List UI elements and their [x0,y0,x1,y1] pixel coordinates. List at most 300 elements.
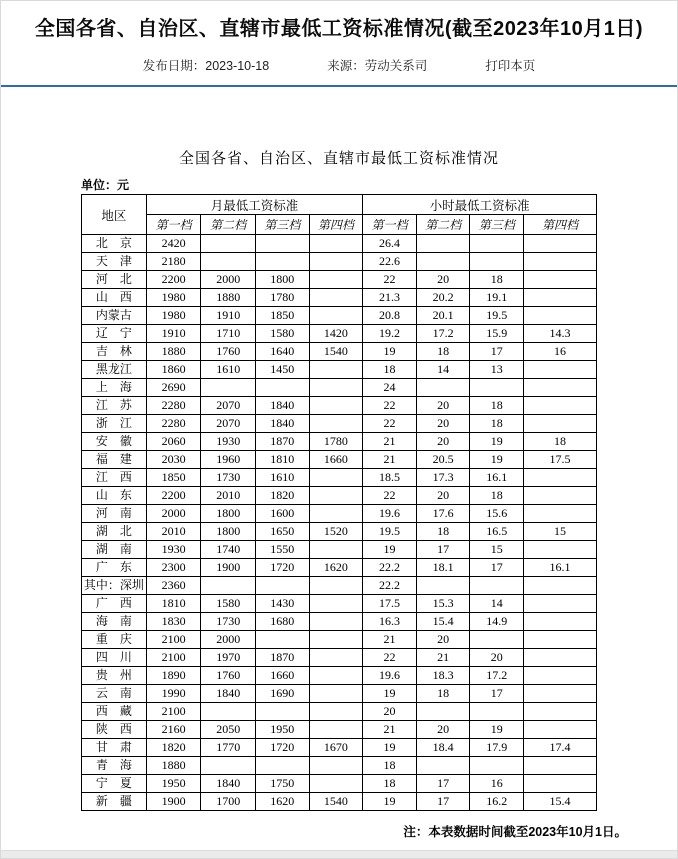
monthly-tier-3-cell: 1850 [256,307,310,325]
hourly-tier-1-cell: 21 [363,451,417,469]
region-cell: 吉 林 [82,343,147,361]
monthly-tier-1-cell: 1890 [146,667,201,685]
hourly-tier-2-cell: 17.6 [416,505,470,523]
monthly-tier-1-cell: 2060 [146,433,201,451]
hourly-tier-4-cell [524,577,597,595]
monthly-tier-4-cell: 1520 [309,523,363,541]
hourly-tier-2-cell [416,379,470,397]
hourly-tier-1-cell: 19 [363,343,417,361]
monthly-tier-1-cell: 2180 [146,253,201,271]
monthly-tier-2-cell: 1930 [201,433,256,451]
hourly-tier-4-cell: 15 [524,523,597,541]
table-row [82,325,597,343]
table-row [82,631,597,649]
hourly-tier-1-cell: 18.5 [363,469,417,487]
region-cell: 甘 肃 [82,739,147,757]
region-header: 地区 [82,195,147,235]
region-cell: 西 藏 [82,703,147,721]
region-cell: 其中：深圳 [82,577,147,595]
hourly-tier-4-cell [524,469,597,487]
hourly-tier-1-cell: 22 [363,649,417,667]
monthly-tier-2-cell: 1900 [201,559,256,577]
monthly-tier-1-cell: 2160 [146,721,201,739]
monthly-tier-2-cell: 1840 [201,775,256,793]
hourly-tier-3-cell: 19 [470,451,524,469]
table-row [82,307,597,325]
monthly-tier-1-cell: 2420 [146,235,201,253]
monthly-tier-3-cell: 1690 [256,685,310,703]
hourly-tier-1-cell: 22 [363,487,417,505]
hourly-tier-4-cell [524,505,597,523]
monthly-tier-1-cell: 1980 [146,289,201,307]
hourly-tier-4-cell [524,361,597,379]
monthly-tier-2-cell: 1840 [201,685,256,703]
hourly-tier-1-cell: 18 [363,775,417,793]
hourly-tier-1-cell: 22.2 [363,577,417,595]
monthly-tier-2-cell: 2000 [201,271,256,289]
hourly-group-header: 小时最低工资标准 [363,195,597,215]
monthly-tier-2-cell: 1910 [201,307,256,325]
table-row [82,559,597,577]
monthly-tier-3-header: 第三档 [256,215,310,235]
monthly-tier-1-cell: 2360 [146,577,201,595]
publish-date: 发布日期：2023-10-18 [142,59,270,73]
monthly-tier-4-cell [309,361,363,379]
hourly-tier-1-cell: 22.6 [363,253,417,271]
monthly-tier-1-cell: 2000 [146,505,201,523]
monthly-tier-4-cell [309,775,363,793]
region-cell: 广 东 [82,559,147,577]
monthly-tier-1-cell: 1980 [146,307,201,325]
monthly-tier-1-cell: 2200 [146,487,201,505]
monthly-group-header: 月最低工资标准 [146,195,362,215]
hourly-tier-2-cell: 15.3 [416,595,470,613]
hourly-tier-3-cell: 17.2 [470,667,524,685]
hourly-tier-3-cell: 19 [470,433,524,451]
monthly-tier-4-cell [309,235,363,253]
region-cell: 黑龙江 [82,361,147,379]
monthly-tier-4-cell [309,541,363,559]
region-cell: 云 南 [82,685,147,703]
region-cell: 辽 宁 [82,325,147,343]
monthly-tier-2-cell [201,577,256,595]
hourly-tier-2-cell: 20 [416,415,470,433]
monthly-tier-1-cell: 2010 [146,523,201,541]
header-bar [1,1,677,87]
monthly-tier-1-cell: 1810 [146,595,201,613]
region-cell: 湖 北 [82,523,147,541]
hourly-tier-1-cell: 19 [363,541,417,559]
hourly-tier-3-cell: 18 [470,415,524,433]
monthly-tier-2-cell: 1760 [201,343,256,361]
monthly-tier-3-cell: 1650 [256,523,310,541]
monthly-tier-3-cell: 1820 [256,487,310,505]
region-cell: 浙 江 [82,415,147,433]
region-cell: 内蒙古 [82,307,147,325]
monthly-tier-3-cell: 1950 [256,721,310,739]
hourly-tier-4-cell [524,253,597,271]
table-row [82,523,597,541]
monthly-tier-4-cell: 1540 [309,343,363,361]
hourly-tier-1-cell: 19.6 [363,667,417,685]
monthly-tier-1-cell: 1910 [146,325,201,343]
hourly-tier-4-cell: 18 [524,433,597,451]
hourly-tier-1-cell: 22 [363,397,417,415]
hourly-tier-1-cell: 19.2 [363,325,417,343]
monthly-tier-2-cell [201,757,256,775]
monthly-tier-3-cell: 1870 [256,649,310,667]
hourly-tier-2-cell: 18 [416,343,470,361]
monthly-tier-3-cell [256,703,310,721]
monthly-tier-4-cell: 1420 [309,325,363,343]
table-row [82,613,597,631]
hourly-tier-3-cell: 18 [470,271,524,289]
hourly-tier-3-cell: 19.1 [470,289,524,307]
hourly-tier-4-cell: 16 [524,343,597,361]
table-row [82,667,597,685]
monthly-tier-4-cell: 1670 [309,739,363,757]
hourly-tier-2-cell [416,253,470,271]
monthly-tier-4-cell [309,307,363,325]
monthly-tier-4-cell [309,289,363,307]
hourly-tier-4-header: 第四档 [524,215,597,235]
page-title: 全国各省、自治区、直辖市最低工资标准情况(截至2023年10月1日) [34,18,644,40]
monthly-tier-1-cell: 2100 [146,703,201,721]
hourly-tier-3-cell: 19 [470,721,524,739]
print-page-link[interactable]: 打印本页 [485,59,536,73]
region-cell: 河 南 [82,505,147,523]
monthly-tier-4-header: 第四档 [309,215,363,235]
monthly-tier-1-cell: 1930 [146,541,201,559]
table-row [82,289,597,307]
region-cell: 青 海 [82,757,147,775]
monthly-tier-3-cell [256,379,310,397]
monthly-tier-1-cell: 1850 [146,469,201,487]
meta-row [1,56,677,74]
hourly-tier-1-cell: 20 [363,703,417,721]
region-cell: 海 南 [82,613,147,631]
table-row [82,235,597,253]
monthly-tier-3-cell: 1780 [256,289,310,307]
monthly-tier-3-cell: 1430 [256,595,310,613]
hourly-tier-2-cell: 20 [416,631,470,649]
hourly-tier-3-cell: 16 [470,775,524,793]
table-row [82,253,597,271]
hourly-tier-4-cell: 15.4 [524,793,597,811]
hourly-tier-2-cell: 20.2 [416,289,470,307]
hourly-tier-3-cell: 14 [470,595,524,613]
hourly-tier-2-cell: 17 [416,775,470,793]
hourly-tier-4-cell [524,667,597,685]
monthly-tier-3-cell: 1840 [256,415,310,433]
monthly-tier-4-cell [309,379,363,397]
monthly-tier-1-cell: 2200 [146,271,201,289]
hourly-tier-3-cell: 15.6 [470,505,524,523]
monthly-tier-4-cell [309,721,363,739]
monthly-tier-2-cell [201,703,256,721]
hourly-tier-2-cell: 14 [416,361,470,379]
monthly-tier-1-cell: 1820 [146,739,201,757]
region-cell: 重 庆 [82,631,147,649]
hourly-tier-4-cell [524,397,597,415]
monthly-tier-3-cell: 1610 [256,469,310,487]
hourly-tier-4-cell [524,631,597,649]
monthly-tier-4-cell [309,703,363,721]
monthly-tier-4-cell: 1660 [309,451,363,469]
hourly-tier-1-cell: 19.5 [363,523,417,541]
hourly-tier-1-cell: 24 [363,379,417,397]
region-cell: 新 疆 [82,793,147,811]
region-cell: 广 西 [82,595,147,613]
monthly-tier-2-cell: 1800 [201,505,256,523]
table-row [82,685,597,703]
hourly-tier-3-cell: 17.9 [470,739,524,757]
monthly-tier-1-cell: 1950 [146,775,201,793]
hourly-tier-3-cell: 17 [470,559,524,577]
monthly-tier-4-cell [309,667,363,685]
hourly-tier-4-cell [524,685,597,703]
table-row [82,577,597,595]
hourly-tier-4-cell [524,307,597,325]
table-row [82,649,597,667]
table-row [82,505,597,523]
region-cell: 福 建 [82,451,147,469]
region-cell: 江 西 [82,469,147,487]
monthly-tier-1-cell: 1880 [146,343,201,361]
monthly-tier-4-cell [309,613,363,631]
hourly-tier-2-cell: 20 [416,721,470,739]
monthly-tier-3-cell: 1750 [256,775,310,793]
hourly-tier-2-cell: 15.4 [416,613,470,631]
monthly-tier-1-cell: 1990 [146,685,201,703]
hourly-tier-3-cell [470,631,524,649]
monthly-tier-3-cell: 1450 [256,361,310,379]
region-cell: 湖 南 [82,541,147,559]
hourly-tier-3-cell: 19.5 [470,307,524,325]
monthly-tier-4-cell [309,415,363,433]
monthly-tier-4-cell: 1620 [309,559,363,577]
monthly-tier-1-cell: 2030 [146,451,201,469]
monthly-tier-2-cell: 1580 [201,595,256,613]
hourly-tier-3-cell: 16.5 [470,523,524,541]
hourly-tier-4-cell: 17.4 [524,739,597,757]
monthly-tier-2-cell: 1710 [201,325,256,343]
hourly-tier-4-cell [524,595,597,613]
table-row [82,361,597,379]
monthly-tier-3-cell: 1580 [256,325,310,343]
hourly-tier-1-cell: 19.6 [363,505,417,523]
hourly-tier-1-cell: 19 [363,739,417,757]
monthly-tier-2-cell: 1960 [201,451,256,469]
source: 来源：劳动关系司 [327,59,428,73]
hourly-tier-1-cell: 22 [363,415,417,433]
hourly-tier-3-cell: 14.9 [470,613,524,631]
monthly-tier-3-cell: 1800 [256,271,310,289]
monthly-tier-4-cell: 1540 [309,793,363,811]
monthly-tier-3-cell: 1660 [256,667,310,685]
table-row [82,793,597,811]
table-row [82,757,597,775]
monthly-tier-2-cell: 1880 [201,289,256,307]
hourly-tier-3-cell: 16.2 [470,793,524,811]
hourly-tier-2-cell: 20.1 [416,307,470,325]
monthly-tier-4-cell [309,505,363,523]
wage-table-body [82,235,597,811]
monthly-tier-2-cell: 1800 [201,523,256,541]
hourly-tier-3-cell [470,379,524,397]
hourly-tier-1-cell: 21.3 [363,289,417,307]
region-cell: 山 东 [82,487,147,505]
region-cell: 安 徽 [82,433,147,451]
hourly-tier-4-cell [524,487,597,505]
monthly-tier-2-cell: 1700 [201,793,256,811]
monthly-tier-4-cell [309,631,363,649]
hourly-tier-2-cell: 20 [416,433,470,451]
monthly-tier-2-cell: 2000 [201,631,256,649]
monthly-tier-1-cell: 2690 [146,379,201,397]
hourly-tier-2-cell: 18 [416,523,470,541]
hourly-tier-3-cell [470,577,524,595]
hourly-tier-2-cell: 20 [416,397,470,415]
monthly-tier-4-cell [309,397,363,415]
hourly-tier-1-cell: 19 [363,793,417,811]
monthly-tier-4-cell [309,685,363,703]
table-row [82,271,597,289]
monthly-tier-2-cell [201,235,256,253]
hourly-tier-1-cell: 26.4 [363,235,417,253]
monthly-tier-3-cell [256,235,310,253]
hourly-tier-3-cell: 18 [470,397,524,415]
hourly-tier-2-cell [416,703,470,721]
table-row [82,703,597,721]
hourly-tier-4-cell [524,271,597,289]
region-cell: 贵 州 [82,667,147,685]
monthly-tier-2-cell: 1610 [201,361,256,379]
wage-table-header [82,195,597,235]
monthly-tier-2-cell: 2070 [201,415,256,433]
hourly-tier-4-cell [524,775,597,793]
monthly-tier-3-cell: 1720 [256,739,310,757]
hourly-tier-2-cell: 18.3 [416,667,470,685]
monthly-tier-3-cell: 1870 [256,433,310,451]
hourly-tier-3-cell: 16.1 [470,469,524,487]
hourly-tier-3-cell [470,253,524,271]
table-row [82,721,597,739]
monthly-tier-2-header: 第二档 [201,215,256,235]
monthly-tier-2-cell: 2010 [201,487,256,505]
hourly-tier-3-cell [470,757,524,775]
monthly-tier-4-cell [309,271,363,289]
monthly-tier-1-cell: 2100 [146,649,201,667]
hourly-tier-4-cell [524,649,597,667]
monthly-tier-4-cell: 1780 [309,433,363,451]
monthly-tier-1-cell: 1830 [146,613,201,631]
hourly-tier-2-cell [416,235,470,253]
hourly-tier-1-cell: 18 [363,361,417,379]
monthly-tier-1-cell: 2100 [146,631,201,649]
hourly-tier-2-cell: 20.5 [416,451,470,469]
hourly-tier-3-cell [470,703,524,721]
table-row [82,433,597,451]
monthly-tier-3-cell: 1840 [256,397,310,415]
monthly-tier-3-cell: 1550 [256,541,310,559]
monthly-tier-1-cell: 1880 [146,757,201,775]
table-row [82,379,597,397]
monthly-tier-4-cell [309,487,363,505]
monthly-tier-3-cell: 1620 [256,793,310,811]
hourly-tier-3-cell: 15.9 [470,325,524,343]
hourly-tier-4-cell [524,379,597,397]
monthly-tier-2-cell: 2050 [201,721,256,739]
monthly-tier-1-cell: 1900 [146,793,201,811]
hourly-tier-4-cell [524,613,597,631]
monthly-tier-2-cell: 1740 [201,541,256,559]
monthly-tier-2-cell: 1730 [201,469,256,487]
hourly-tier-2-cell: 17 [416,793,470,811]
region-cell: 山 西 [82,289,147,307]
hourly-tier-3-cell: 17 [470,343,524,361]
monthly-tier-4-cell [309,469,363,487]
table-row [82,397,597,415]
wage-table [81,194,597,811]
table-row [82,739,597,757]
monthly-tier-3-cell: 1720 [256,559,310,577]
table-row [82,343,597,361]
hourly-tier-4-cell [524,757,597,775]
table-row [82,415,597,433]
monthly-tier-2-cell [201,253,256,271]
hourly-tier-1-cell: 22.2 [363,559,417,577]
hourly-tier-1-cell: 16.3 [363,613,417,631]
region-cell: 河 北 [82,271,147,289]
region-cell: 北 京 [82,235,147,253]
monthly-tier-3-cell: 1810 [256,451,310,469]
hourly-tier-1-cell: 17.5 [363,595,417,613]
monthly-tier-1-header: 第一档 [146,215,201,235]
hourly-tier-2-cell: 17 [416,541,470,559]
monthly-tier-3-cell [256,631,310,649]
hourly-tier-1-cell: 20.8 [363,307,417,325]
monthly-tier-4-cell [309,757,363,775]
footer-strip [1,850,677,858]
hourly-tier-2-cell: 18 [416,685,470,703]
hourly-tier-4-cell [524,541,597,559]
monthly-tier-4-cell [309,577,363,595]
monthly-tier-2-cell: 1970 [201,649,256,667]
hourly-tier-2-cell: 18.1 [416,559,470,577]
hourly-tier-3-cell [470,235,524,253]
hourly-tier-1-header: 第一档 [363,215,417,235]
table-row [82,487,597,505]
hourly-tier-4-cell [524,415,597,433]
hourly-tier-1-cell: 21 [363,631,417,649]
region-cell: 陕 西 [82,721,147,739]
monthly-tier-3-cell: 1600 [256,505,310,523]
table-row [82,451,597,469]
region-cell: 四 川 [82,649,147,667]
table-row [82,775,597,793]
hourly-tier-2-cell: 17.2 [416,325,470,343]
hourly-tier-2-cell [416,757,470,775]
hourly-tier-2-header: 第二档 [416,215,470,235]
hourly-tier-4-cell [524,721,597,739]
monthly-tier-2-cell: 1760 [201,667,256,685]
region-cell: 宁 夏 [82,775,147,793]
unit-label: 单位：元 [81,178,130,192]
monthly-tier-2-cell [201,379,256,397]
hourly-tier-3-cell: 18 [470,487,524,505]
monthly-tier-1-cell: 2280 [146,415,201,433]
